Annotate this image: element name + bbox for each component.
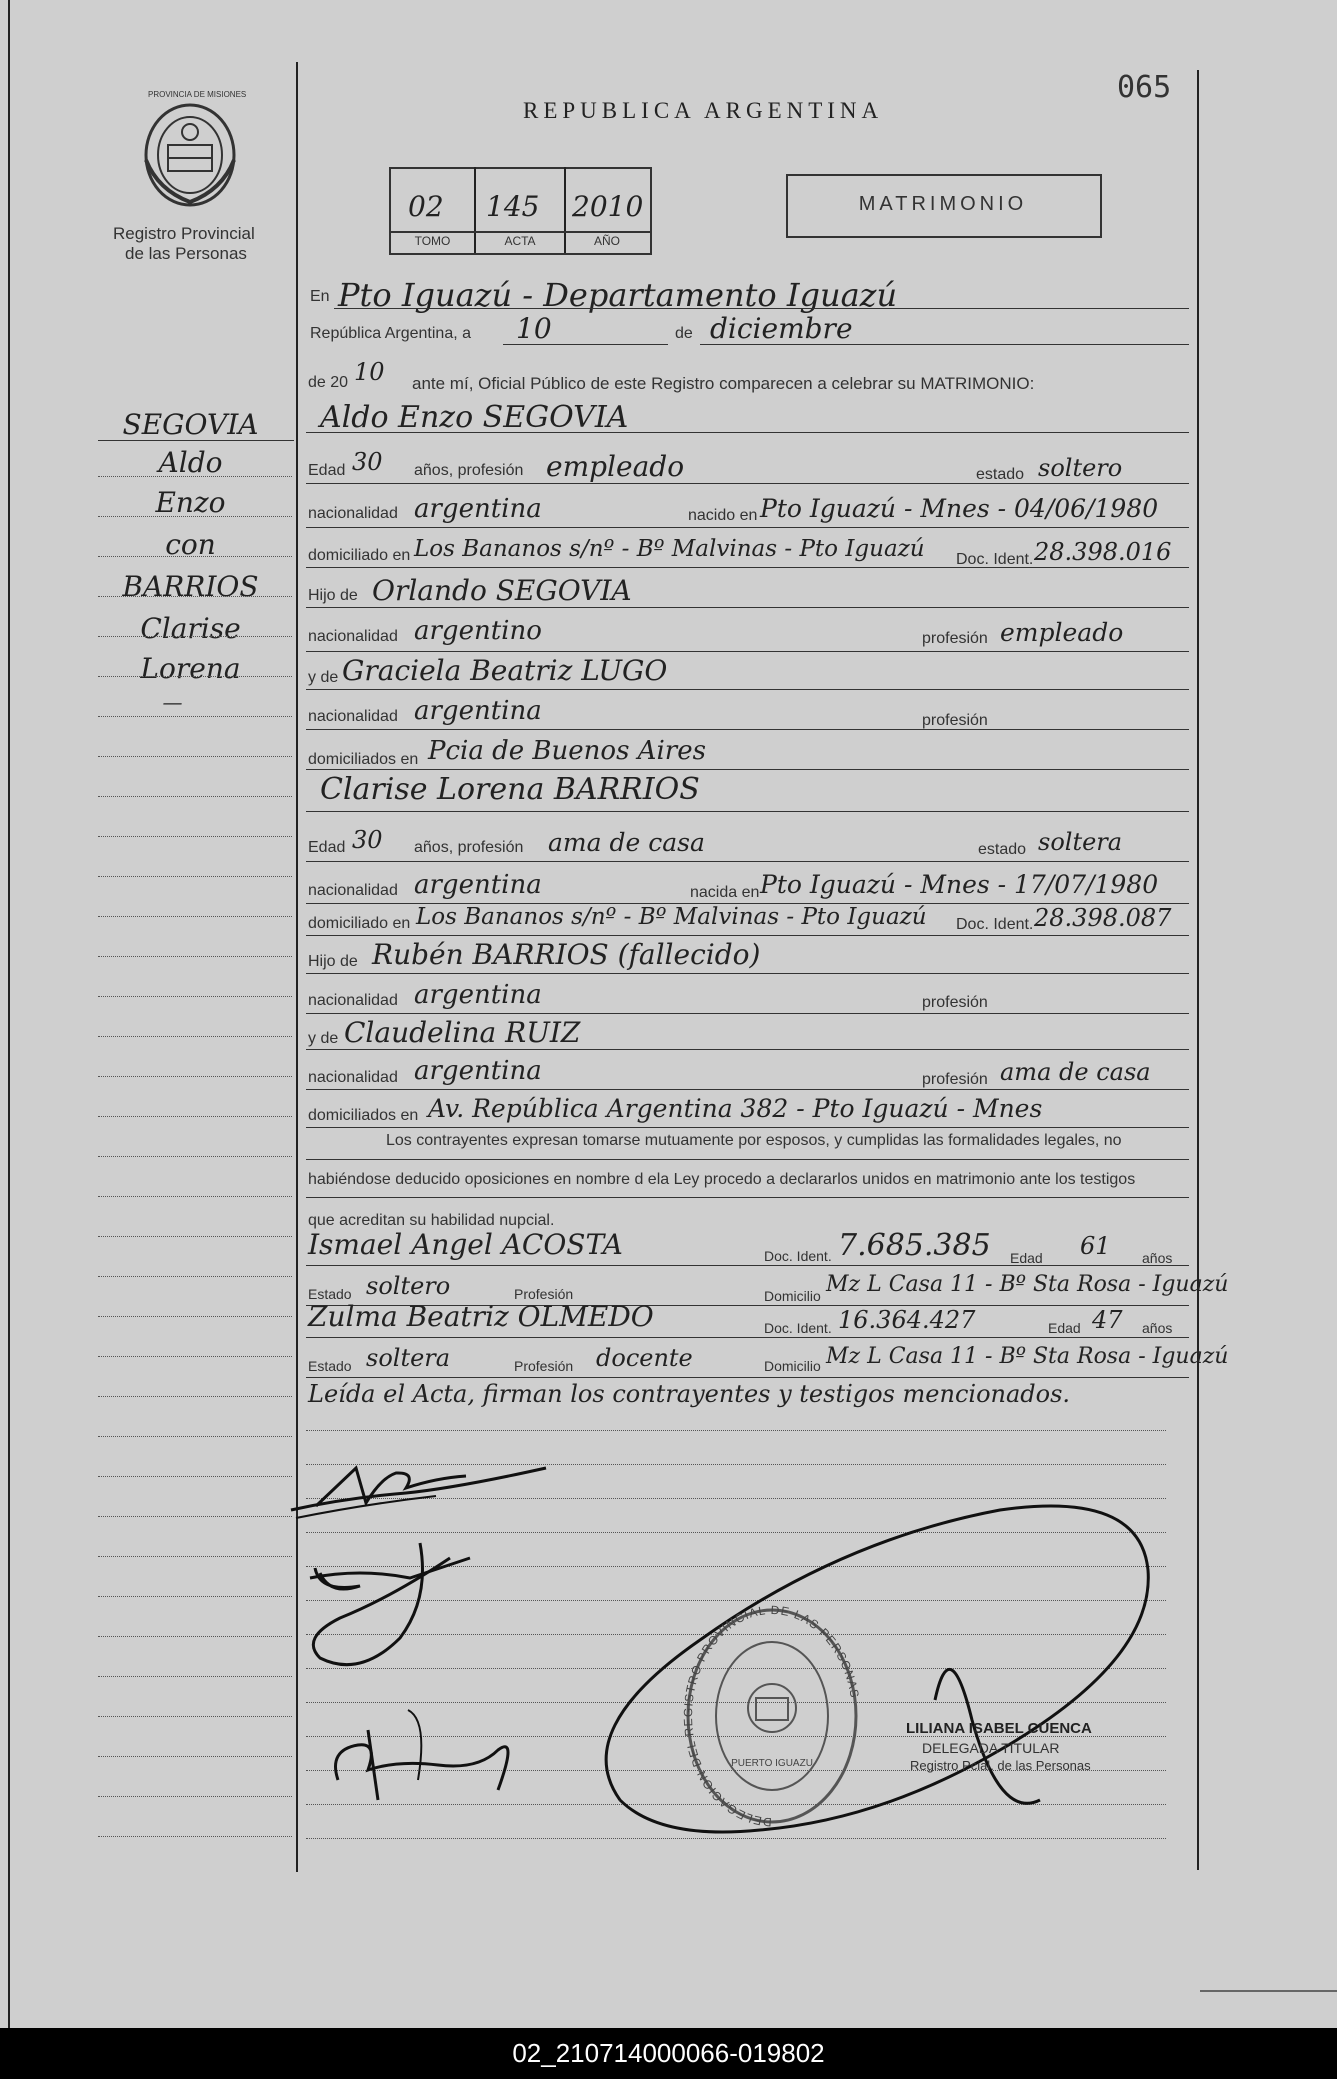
margin-dotted-line	[98, 1396, 292, 1397]
c1-madre: Graciela Beatriz LUGO	[342, 654, 668, 687]
t2-label-anos: años	[1142, 1320, 1173, 1336]
provincial-seal-icon	[138, 100, 243, 210]
t2-label-domicilio: Domicilio	[764, 1358, 821, 1374]
margin-dotted-line	[98, 836, 292, 837]
contrayente2-nombre: Clarise Lorena BARRIOS	[320, 772, 700, 807]
margin-dotted-line	[98, 1716, 292, 1717]
declaracion-line2: habiéndose deducido oposiciones en nombre d ela Ley procedo a declararlos unidos en matrimonio ante los testigos	[308, 1171, 1136, 1188]
label-de-mes: de	[675, 325, 693, 342]
c1-label-domiciliados-en: domiciliados en	[308, 751, 419, 768]
t2-label-edad: Edad	[1048, 1320, 1081, 1336]
t1-label-edad: Edad	[1010, 1250, 1043, 1266]
c2-padres-domicilio: Av. República Argentina 382 - Pto Iguazú - Mnes	[428, 1094, 1043, 1123]
c2-label-domiciliados-en: domiciliados en	[308, 1107, 419, 1124]
testigo1-estado: soltero	[366, 1272, 451, 1300]
testigo2-doc: 16.364.427	[838, 1306, 976, 1334]
margin-dotted-line	[98, 1276, 292, 1277]
stamp-city: PUERTO IGUAZU	[731, 1758, 813, 1769]
oficial-cargo: DELEGADA TITULAR	[922, 1740, 1060, 1756]
c1-madre-nacionalidad: argentina	[414, 696, 542, 726]
t2-label-profesion: Profesión	[514, 1358, 574, 1374]
t1-label-estado: Estado	[308, 1286, 352, 1302]
margin-dotted-line	[98, 1116, 292, 1117]
c2-madre-nacionalidad: argentina	[414, 1056, 542, 1086]
t1-label-doc: Doc. Ident.	[764, 1248, 832, 1264]
margin-name-5: BARRIOS	[122, 570, 259, 603]
margin-dotted-line	[98, 916, 292, 917]
folio-number: 065	[1117, 70, 1172, 105]
c1-label-y-de: y de	[308, 669, 339, 686]
acta-mes: diciembre	[710, 312, 853, 345]
c2-profesion: ama de casa	[548, 828, 705, 857]
margin-dotted-line	[98, 1596, 292, 1597]
t2-label-doc: Doc. Ident.	[764, 1320, 832, 1336]
declaracion-line3: que acreditan su habilidad nupcial.	[308, 1212, 555, 1229]
c2-doc: 28.398.087	[1034, 904, 1172, 932]
margin-dotted-line	[98, 876, 292, 877]
acta-value: 145	[486, 190, 540, 223]
signature-contrayente-2	[300, 1538, 520, 1688]
margin-dotted-line	[98, 1756, 292, 1757]
margin-dotted-line	[98, 556, 292, 557]
official-flourish	[580, 1470, 1160, 1860]
testigo2-profesion: docente	[596, 1344, 693, 1372]
margin-dotted-line	[98, 1436, 292, 1437]
declaracion-line1: Los contrayentes expresan tomarse mutuamente por esposos, y cumplidas las formalidades legales, no	[386, 1132, 1122, 1149]
c1-padre-nacionalidad: argentino	[414, 616, 542, 646]
c1-domicilio: Los Bananos s/nº - Bº Malvinas - Pto Iguazú	[414, 536, 925, 562]
registry-name-line1: Registro Provincial	[113, 224, 255, 243]
oficial-registro: Registro Pcial. de las Personas	[910, 1758, 1091, 1773]
margin-dotted-line	[98, 516, 292, 517]
oficial-nombre: LILIANA ISABEL CUENCA	[906, 1720, 1092, 1737]
acta-anio: 10	[354, 358, 385, 386]
c1-label-nacido-en: nacido en	[688, 507, 758, 524]
margin-dash: —	[162, 690, 183, 714]
margin-dotted-line	[98, 676, 292, 677]
c2-madre-profesion: ama de casa	[1000, 1058, 1151, 1086]
label-republica: República Argentina, a	[310, 325, 471, 342]
c2-label-padre-prof: profesión	[922, 994, 988, 1011]
c2-edad: 30	[352, 826, 383, 854]
c2-label-madre-prof: profesión	[922, 1071, 988, 1088]
main-ruled-line	[306, 1430, 1166, 1431]
c2-padre-nacionalidad: argentina	[414, 980, 542, 1010]
label-en: En	[310, 288, 330, 305]
testigo1-nombre: Ismael Angel ACOSTA	[308, 1228, 623, 1261]
testigo2-domicilio: Mz L Casa 11 - Bº Sta Rosa - Iguazú	[826, 1344, 1229, 1369]
margin-dotted-line	[98, 1636, 292, 1637]
c1-profesion: empleado	[546, 450, 685, 483]
acta-label: ACTA	[504, 234, 536, 248]
right-column-rule	[1197, 70, 1199, 1870]
margin-dotted-line	[98, 796, 292, 797]
c1-padres-domicilio: Pcia de Buenos Aires	[428, 736, 706, 766]
t1-label-domicilio: Domicilio	[764, 1288, 821, 1304]
signature-contrayente-1	[286, 1448, 566, 1538]
t1-label-profesion: Profesión	[514, 1286, 574, 1302]
c2-label-madre-nac: nacionalidad	[308, 1069, 398, 1086]
margin-name-2: Aldo	[158, 446, 223, 479]
c1-label-padre-nac: nacionalidad	[308, 628, 398, 645]
c1-label-madre-prof: profesión	[922, 712, 988, 729]
testigo1-edad: 61	[1080, 1232, 1111, 1260]
margin-dotted-line	[98, 1316, 292, 1317]
c1-label-doc: Doc. Ident.	[956, 551, 1034, 568]
c1-padre-profesion: empleado	[1000, 618, 1124, 647]
margin-dotted-line	[98, 1036, 292, 1037]
margin-name-7: Lorena	[140, 652, 241, 685]
margin-dotted-line	[98, 1556, 292, 1557]
margin-dotted-line	[98, 1796, 292, 1797]
c2-madre: Claudelina RUIZ	[344, 1016, 581, 1049]
stamp-ring-text: DELEGACION DEL REGISTRO PROVINCIAL DE LAS PERSONAS	[680, 1602, 862, 1830]
testigo1-doc: 7.685.385	[838, 1228, 991, 1263]
margin-dotted-line	[98, 1236, 292, 1237]
acta-dia: 10	[516, 312, 552, 345]
c2-label-padre-nac: nacionalidad	[308, 992, 398, 1009]
anio-label: AÑO	[593, 234, 620, 248]
margin-dotted-line	[98, 1356, 292, 1357]
label-ante-mi: ante mí, Oficial Público de este Registro comparecen a celebrar su MATRIMONIO:	[412, 374, 1035, 393]
margin-dotted-line	[98, 1156, 292, 1157]
document-id-caption: 02_210714000066-019802	[0, 2028, 1337, 2079]
c2-domicilio: Los Bananos s/nº - Bº Malvinas - Pto Iguazú	[416, 904, 927, 930]
c2-label-domiciliado-en: domiciliado en	[308, 915, 411, 932]
c2-padre: Rubén BARRIOS (fallecido)	[372, 938, 761, 971]
registry-name-line2: de las Personas	[125, 244, 247, 263]
margin-dotted-line	[98, 1196, 292, 1197]
margin-dotted-line	[98, 716, 292, 717]
margin-dotted-line	[98, 756, 292, 757]
acta-lugar: Pto Iguazú - Departamento Iguazú	[338, 276, 898, 314]
c2-label-nacionalidad: nacionalidad	[308, 882, 398, 899]
c1-label-madre-nac: nacionalidad	[308, 708, 398, 725]
signature-testigo	[318, 1690, 548, 1820]
c1-estado: soltero	[1038, 454, 1123, 482]
c1-label-estado: estado	[976, 466, 1025, 483]
c2-label-estado: estado	[978, 841, 1027, 858]
margin-dotted-line	[98, 996, 292, 997]
c1-label-anos-profesion: años, profesión	[414, 462, 524, 479]
c1-doc: 28.398.016	[1034, 538, 1172, 566]
c1-nacimiento: Pto Iguazú - Mnes - 04/06/1980	[760, 494, 1159, 523]
anio-value: 2010	[572, 190, 644, 223]
c1-label-nacionalidad: nacionalidad	[308, 505, 398, 522]
left-margin-rule	[8, 0, 10, 2028]
label-de20: de 20	[308, 374, 349, 391]
testigo2-estado: soltera	[366, 1344, 451, 1372]
c2-label-nacida-en: nacida en	[690, 884, 760, 901]
c2-label-y-de: y de	[308, 1030, 339, 1047]
testigo1-domicilio: Mz L Casa 11 - Bº Sta Rosa - Iguazú	[826, 1272, 1229, 1297]
margin-dotted-line	[98, 1076, 292, 1077]
c1-nacionalidad: argentina	[414, 494, 542, 524]
c2-label-anos-profesion: años, profesión	[414, 839, 524, 856]
tomo-value: 02	[408, 190, 444, 223]
t2-label-estado: Estado	[308, 1358, 352, 1374]
margin-dotted-line	[98, 1516, 292, 1517]
margin-name-4: con	[165, 528, 216, 561]
c2-estado: soltera	[1038, 828, 1123, 856]
c2-label-doc: Doc. Ident.	[956, 916, 1034, 933]
margin-column-rule	[296, 62, 298, 1872]
seal-text: PROVINCIA DE MISIONES	[148, 90, 247, 99]
act-type: MATRIMONIO	[858, 193, 1028, 215]
country-title: REPUBLICA ARGENTINA	[523, 98, 884, 123]
margin-dotted-line	[98, 956, 292, 957]
margin-dotted-line	[98, 1476, 292, 1477]
margin-dotted-line	[98, 1676, 292, 1677]
svg-text:DELEGACION DEL REGISTRO PROVIN	[681, 1603, 862, 1829]
cierre-texto: Leída el Acta, firman los contrayentes y testigos mencionados.	[308, 1380, 1071, 1408]
margin-surname-1: SEGOVIA	[122, 408, 259, 441]
c1-label-edad: Edad	[308, 462, 346, 479]
c2-label-hijo-de: Hijo de	[308, 953, 358, 970]
c1-label-domiciliado-en: domiciliado en	[308, 547, 411, 564]
margin-dotted-line	[98, 596, 292, 597]
c1-edad: 30	[352, 448, 383, 476]
c1-label-hijo-de: Hijo de	[308, 587, 358, 604]
margin-dotted-line	[98, 636, 292, 637]
margin-name-6: Clarise	[140, 612, 241, 645]
margin-dotted-line	[98, 476, 292, 477]
c2-nacimiento: Pto Iguazú - Mnes - 17/07/1980	[760, 870, 1159, 899]
tomo-label: TOMO	[414, 234, 451, 248]
margin-name-3: Enzo	[155, 486, 226, 519]
testigo2-nombre: Zulma Beatriz OLMEDO	[308, 1300, 654, 1333]
c1-label-padre-prof: profesión	[922, 630, 988, 647]
contrayente1-nombre: Aldo Enzo SEGOVIA	[320, 400, 629, 435]
testigo2-edad: 47	[1092, 1306, 1123, 1334]
c1-padre: Orlando SEGOVIA	[372, 574, 632, 607]
c2-label-edad: Edad	[308, 839, 346, 856]
c2-nacionalidad: argentina	[414, 870, 542, 900]
t1-label-anos: años	[1142, 1250, 1173, 1266]
margin-dotted-line	[98, 1836, 292, 1837]
registry-stamp	[680, 1596, 865, 1836]
